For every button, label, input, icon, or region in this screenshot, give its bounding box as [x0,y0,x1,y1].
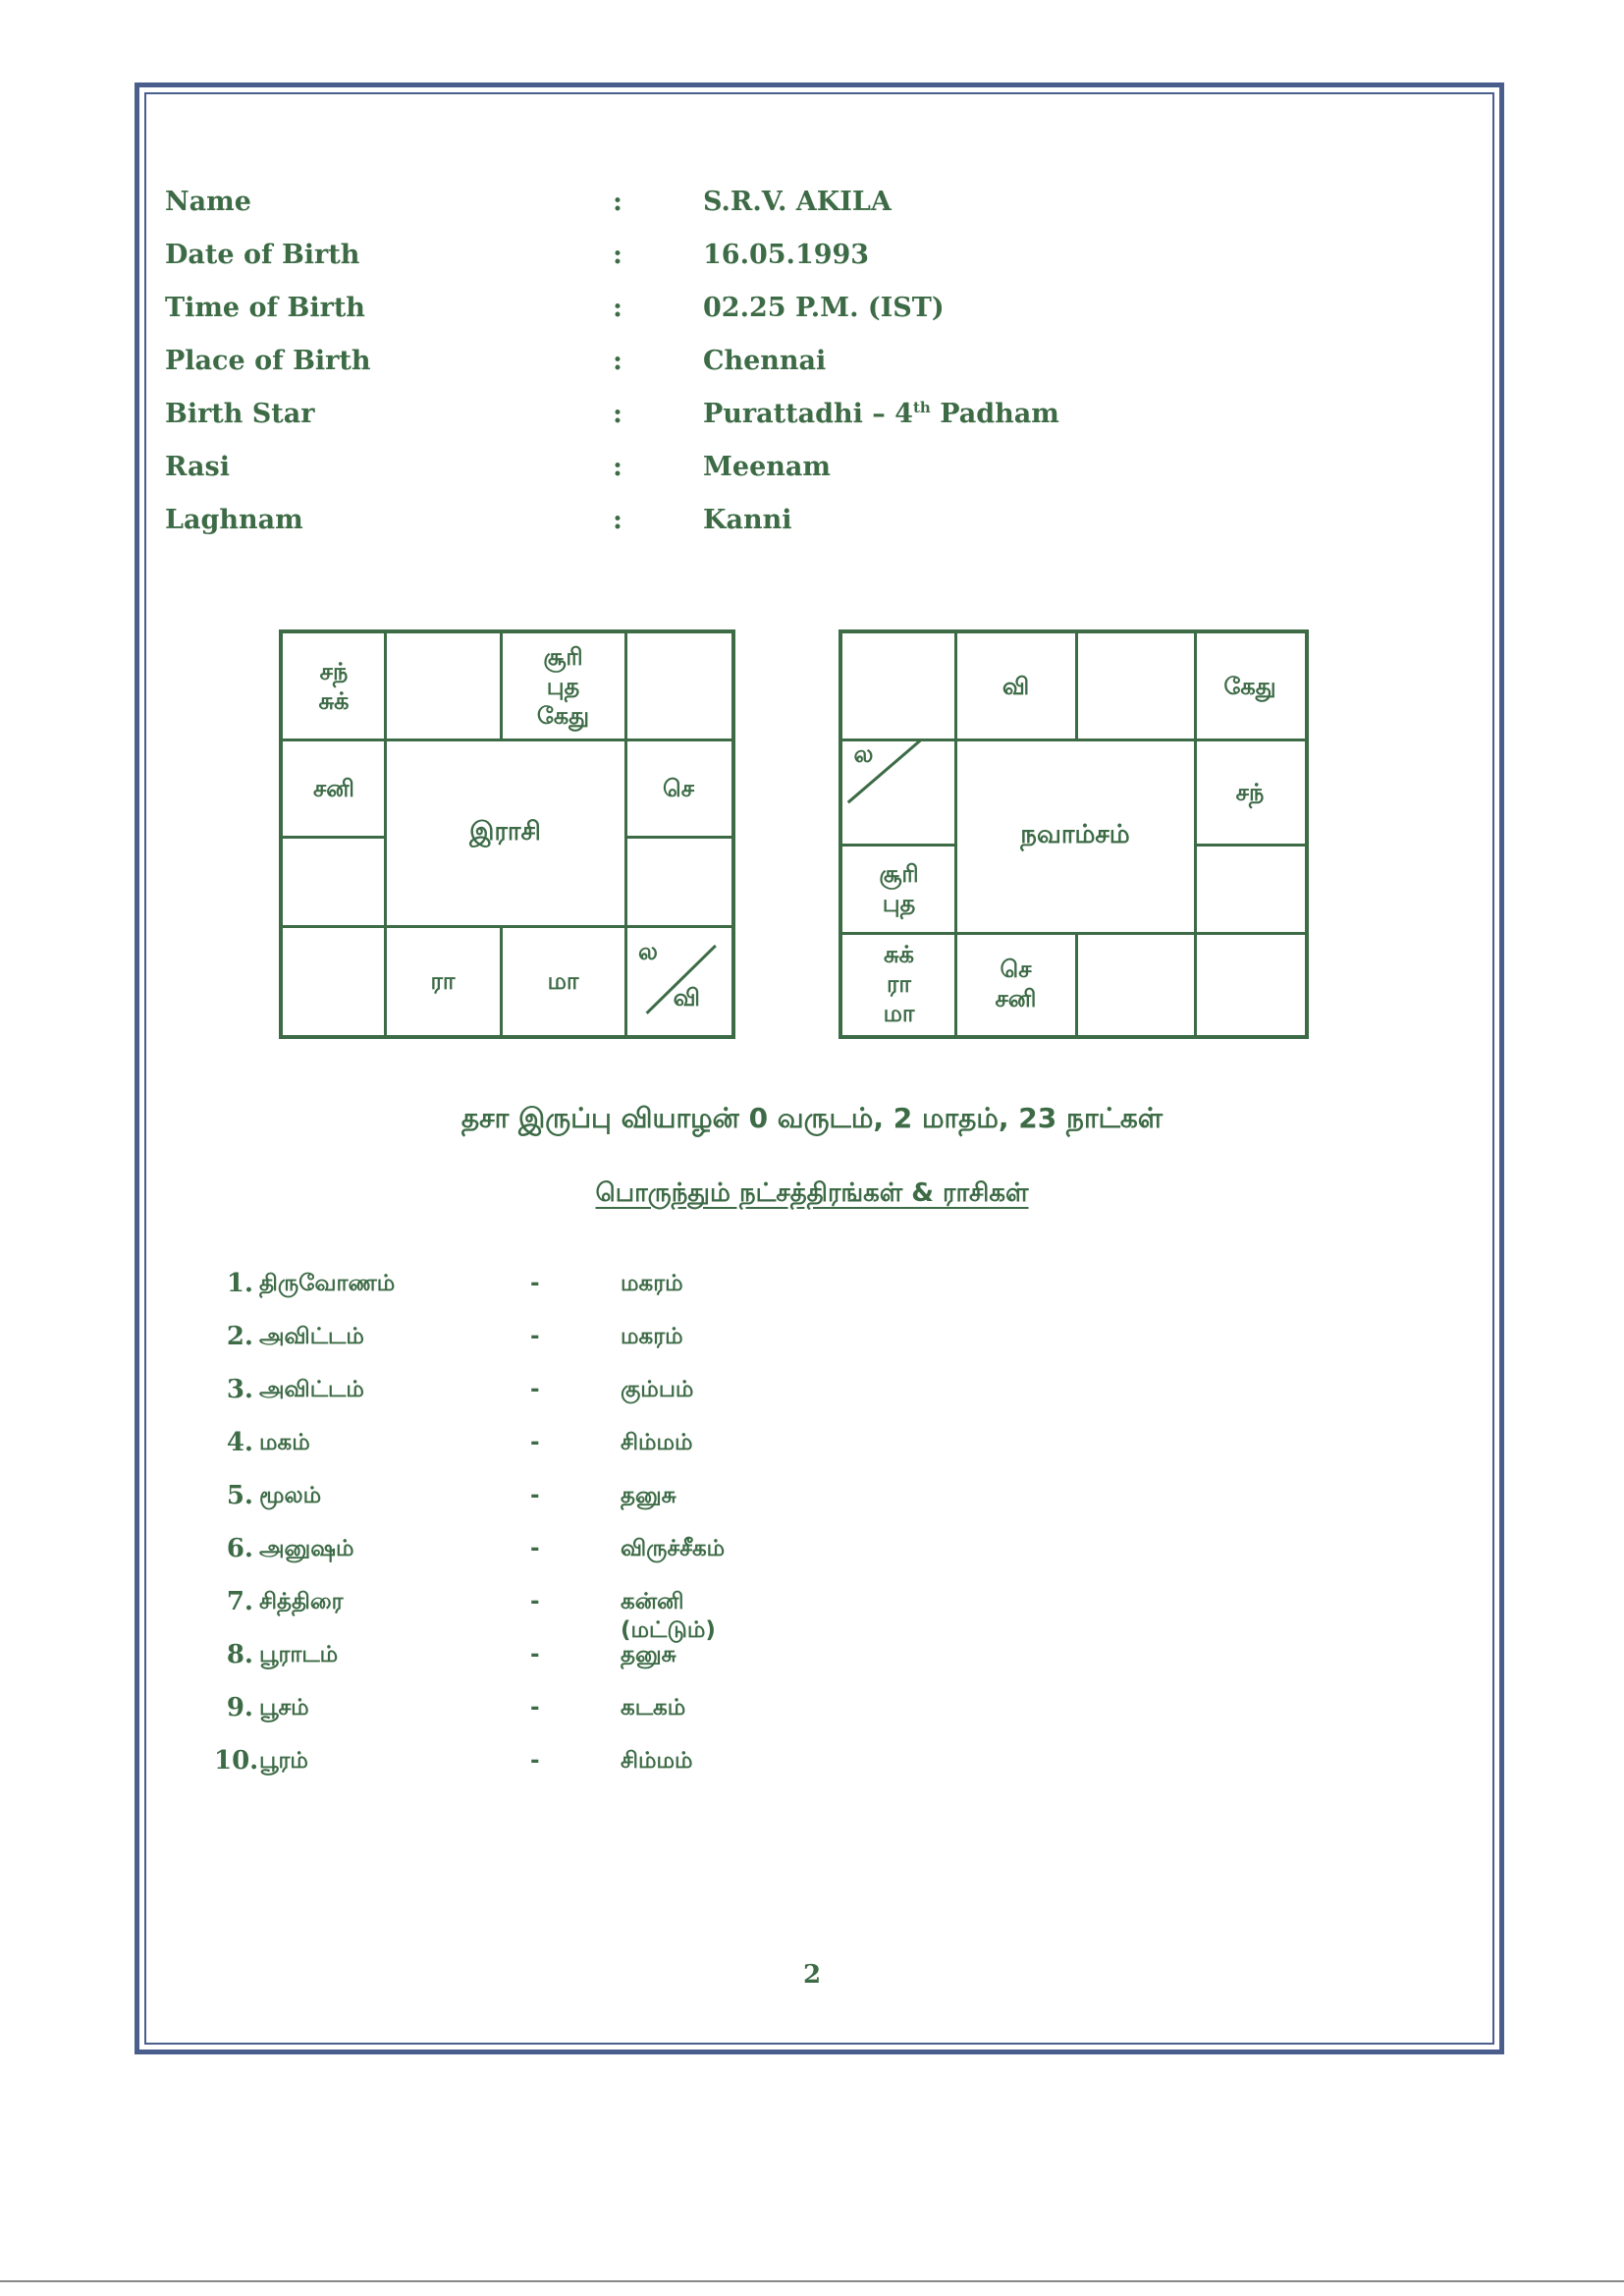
match-rasi: கடகம் [621,1695,686,1721]
planet-label: சந் [319,658,349,685]
planet-label: செ [663,774,694,802]
detail-label: Date of Birth [165,240,360,270]
planet-label: கேது [536,702,590,730]
planet-label: ரா [887,970,911,998]
planet-label: சனி [995,985,1037,1012]
planet-label: செ [1000,956,1032,983]
chart-center-title: இராசி [469,816,541,847]
detail-value: Meenam [703,452,831,482]
match-star: பூசம் [259,1695,309,1721]
match-rasi: கன்னி (மட்டும்) [621,1589,716,1643]
detail-row-star [165,391,1343,444]
detail-value-sup: th [912,399,931,416]
match-star: அவிட்டம் [259,1377,364,1402]
match-dash: - [530,1695,540,1721]
page-number: 2 [802,1960,822,1990]
match-rasi: விருச்சீகம் [621,1536,726,1561]
match-star: திருவோணம் [259,1271,396,1296]
chart-house-cell [1195,633,1305,739]
detail-label: Time of Birth [165,293,365,323]
match-num: 6. [226,1534,253,1563]
match-num: 3. [226,1375,253,1404]
chart-house-cell [625,633,731,739]
navamsa-chart [839,629,1309,1039]
detail-value-pre: Purattadhi – 4 [703,399,913,429]
chart-house-cell [1195,933,1305,1035]
chart-house-cell [283,739,385,837]
match-rasi: கும்பம் [621,1377,694,1402]
match-num: 4. [226,1428,253,1457]
chart-house-cell [1076,633,1195,739]
detail-colon: : [613,399,623,429]
detail-row-rasi [165,444,1343,497]
detail-value: 16.05.1993 [703,240,870,270]
scan-edge-line [0,2280,1624,2282]
chart-house-cell [501,926,625,1035]
match-rasi: சிம்மம் [621,1748,693,1774]
detail-row-laghnam [165,497,1343,550]
match-num: 1. [226,1269,253,1298]
detail-row-tob [165,285,1343,338]
match-num: 5. [226,1481,253,1510]
planet-label: வி [673,983,700,1011]
detail-colon: : [613,187,623,217]
match-num: 7. [226,1587,253,1616]
match-star: பூரம் [259,1748,308,1774]
chart-center-title: நவாம்சம் [1020,820,1130,849]
planet-label: சுக் [318,687,350,715]
match-num: 9. [226,1693,253,1722]
chart-house-cell [955,933,1076,1035]
chart-house-cell [1076,933,1195,1035]
chart-house-cell [283,633,385,739]
rasi-chart [279,629,735,1039]
match-dash: - [530,1377,540,1402]
detail-colon: : [613,293,623,323]
detail-value: Kanni [703,505,792,535]
planet-label: சுக் [883,941,914,968]
detail-value: S.R.V. AKILA [703,187,892,217]
match-dash: - [530,1589,540,1614]
planet-label: வி [1001,673,1030,700]
match-rasi: தனுசு [621,1642,677,1667]
match-star: அனுஷம் [259,1536,354,1561]
chart-house-cell [283,926,385,1035]
chart-house-cell [842,845,955,933]
chart-house-cell [385,633,501,739]
detail-colon: : [613,346,623,376]
match-dash: - [530,1748,540,1774]
detail-value [703,399,1059,429]
match-num: 2. [226,1322,253,1351]
planet-label: சூரி [879,860,919,888]
chart-house-cell [501,633,625,739]
planet-label: ல [637,938,658,966]
match-dash: - [530,1642,540,1667]
planet-label: மா [547,966,579,995]
detail-value: Chennai [703,346,827,376]
dasa-balance: தசா இருப்பு வியாழன் 0 வருடம், 2 மாதம், 23 நாட்கள் [460,1102,1164,1134]
match-dash: - [530,1430,540,1455]
match-dash: - [530,1271,540,1296]
detail-value: 02.25 P.M. (IST) [703,293,945,323]
detail-colon: : [613,452,623,482]
match-rasi: தனுசு [621,1483,677,1508]
match-num: 10. [214,1746,259,1776]
chart-house-cell [1195,739,1305,845]
detail-label: Birth Star [165,399,315,429]
detail-label: Rasi [165,452,231,482]
detail-colon: : [613,505,623,535]
chart-house-cell [1195,845,1305,933]
planet-label: புத [546,673,580,700]
chart-house-cell [625,926,731,1035]
chart-house-cell [955,633,1076,739]
chart-house-cell [385,926,501,1035]
chart-house-cell [842,739,955,845]
detail-label: Laghnam [165,505,303,535]
detail-colon: : [613,240,623,270]
match-num: 8. [226,1640,253,1669]
detail-row-pob [165,338,1343,391]
birth-details [165,179,1343,550]
match-star: பூராடம் [259,1642,339,1667]
match-rasi: மகரம் [621,1271,683,1296]
matches-heading-text: பொருந்தும் நட்சத்திரங்கள் & ராசிகள் [595,1178,1029,1208]
chart-house-cell [625,739,731,837]
planet-label: புத [882,890,916,917]
detail-row-name [165,179,1343,232]
planet-label: சந் [1235,778,1265,806]
matches-heading [0,1178,1624,1211]
planet-label: கேது [1223,673,1276,700]
match-dash: - [530,1536,540,1561]
match-dash: - [530,1483,540,1508]
detail-label: Place of Birth [165,346,371,376]
match-rasi: சிம்மம் [621,1430,693,1455]
planet-label: மா [883,1000,915,1027]
planet-label: சனி [313,774,354,802]
chart-house-cell [625,837,731,926]
match-rasi: மகரம் [621,1324,683,1349]
detail-row-dob [165,232,1343,285]
match-dash: - [530,1324,540,1349]
planet-label: சூரி [543,643,583,671]
match-star: மூலம் [259,1483,322,1508]
detail-label: Name [165,187,251,217]
match-star: அவிட்டம் [259,1324,364,1349]
match-star: மகம் [259,1430,310,1455]
chart-house-cell [842,633,955,739]
match-star: சித்திரை [259,1589,344,1614]
detail-value-post: Padham [930,399,1059,429]
chart-house-cell [842,933,955,1035]
chart-house-cell [283,837,385,926]
planet-label: ரா [430,966,456,995]
planet-label: ல [853,740,874,768]
